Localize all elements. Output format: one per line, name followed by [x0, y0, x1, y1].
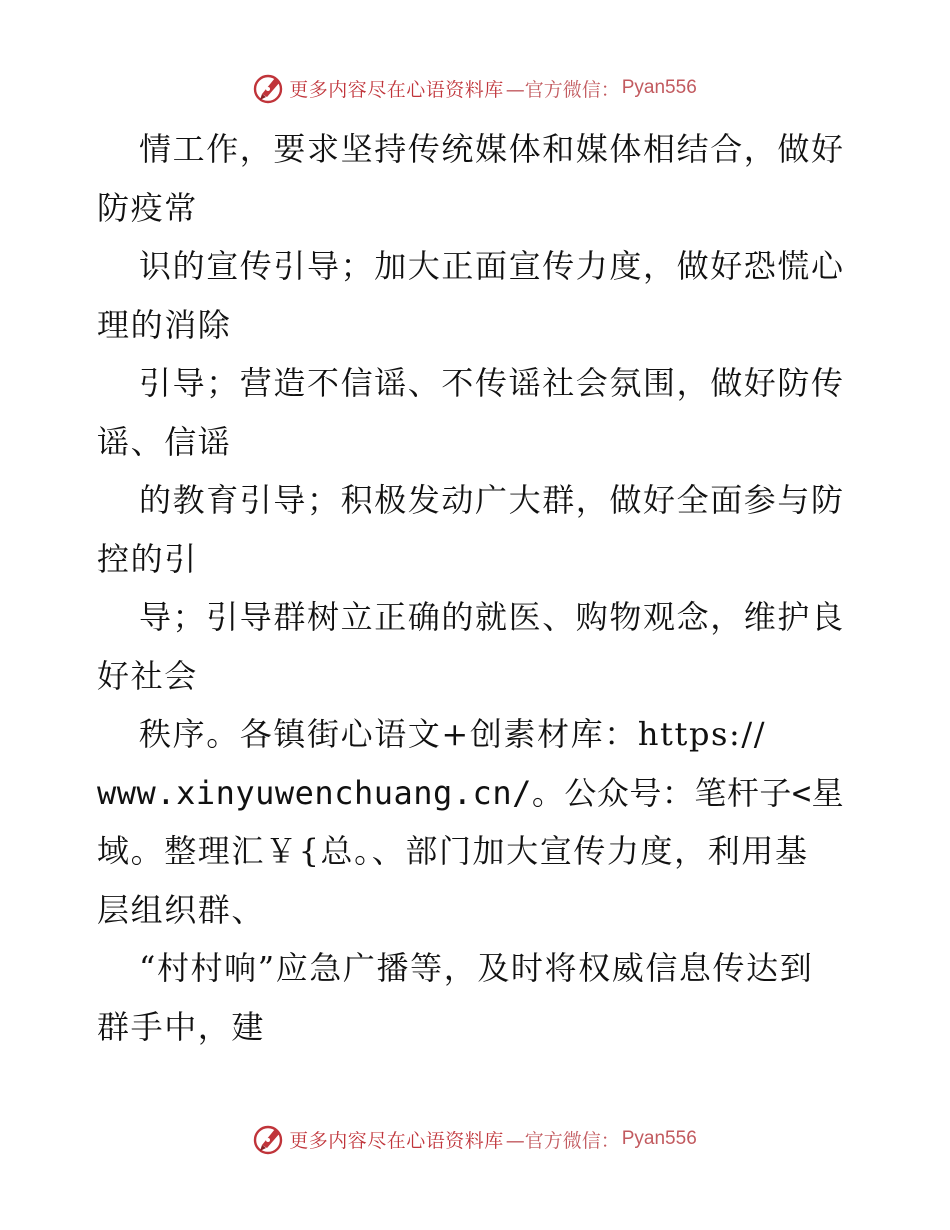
text-line: 情工作，要求坚持传统媒体和媒体相结合，做好 — [139, 130, 845, 168]
text-line: www.xinyuwenchuang.cn/。公众号：笔杆子<星 — [97, 773, 845, 812]
text-line: 控的引 — [97, 539, 198, 578]
text-line: 理的消除 — [97, 305, 232, 344]
banner-wechat-id: Pyan556 — [621, 77, 697, 98]
banner-sub-text: —官方微信： — [505, 78, 620, 101]
text-line: 谣、信谣 — [97, 422, 232, 461]
document-body — [97, 120, 877, 1056]
text-line: 秩序。各镇街心语文+创素材库：https:// — [139, 715, 767, 753]
text-line: 防疫常 — [97, 188, 198, 227]
text-line: 域。整理汇￥{总。、部门加大宣传力度，利用基 — [97, 832, 809, 870]
banner-main-text: 更多内容尽在心语资料库 — [289, 78, 504, 101]
pen-logo-icon — [253, 1123, 285, 1155]
text-line: “村村响”应急广播等，及时将权威信息传达到 — [139, 949, 814, 987]
text-line: 好社会 — [97, 656, 198, 695]
footer-watermark-banner — [0, 1119, 950, 1159]
text-line: 识的宣传引导；加大正面宣传力度，做好恐慌心 — [139, 247, 845, 285]
banner-main-text: 更多内容尽在心语资料库 — [289, 1129, 504, 1152]
text-line: 层组织群、 — [97, 890, 266, 929]
banner-wechat-id: Pyan556 — [621, 1128, 697, 1149]
text-line: 的教育引导；积极发动广大群，做好全面参与防 — [139, 481, 845, 519]
text-line: 导；引导群树立正确的就医、购物观念，维护良 — [139, 598, 845, 636]
pen-logo-icon — [253, 72, 285, 104]
header-watermark-banner — [0, 68, 950, 108]
banner-sub-text: —官方微信： — [505, 1129, 620, 1152]
text-line: 引导；营造不信谣、不传谣社会氛围，做好防传 — [139, 364, 845, 402]
text-line: 群手中，建 — [97, 1007, 266, 1046]
